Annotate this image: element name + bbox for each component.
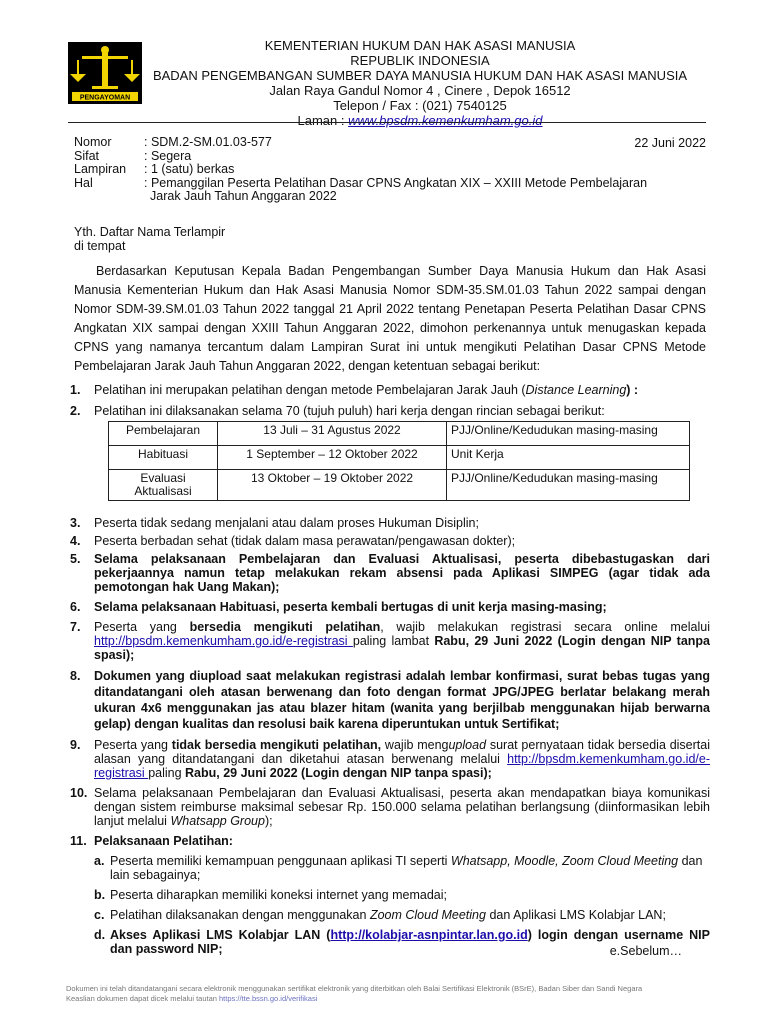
sifat-value: : Segera [144,148,192,163]
lampiran-label: Lampiran [74,162,127,176]
letterhead [150,38,690,128]
addressee-line: Yth. Daftar Nama Terlampir [74,225,226,239]
schedule-table [108,421,690,501]
sub-item: c. Pelatihan dilaksanakan dengan menggunakan Zoom Cloud Meeting dan Aplikasi LMS Kolabjar LAN; [94,908,666,922]
table-row: Evaluasi Aktualisasi 13 Oktober – 19 Oktober 2022 PJJ/Online/Kedudukan masing-masing [109,470,690,501]
footer-verify: Keaslian dokumen dapat dicek melalui tautan https://tte.bssn.go.id/verifikasi [66,994,318,1003]
e-signature-footer [66,984,716,1004]
logo-emblem-icon [68,42,142,104]
header-divider [68,122,706,123]
list-item: 3. Peserta tidak sedang menjalani atau dalam proses Hukuman Disiplin; [70,516,479,530]
letter-date: 22 Juni 2022 [634,136,706,150]
addressee-place: di tempat [74,238,126,253]
hal-value-cont: Jarak Jauh Tahun Anggaran 2022 [150,189,337,203]
agency-name: BADAN PENGEMBANGAN SUMBER DAYA MANUSIA HUKUM DAN HAK ASASI MANUSIA [152,68,688,83]
country-name: REPUBLIK INDONESIA [350,53,490,68]
e-registrasi-link[interactable]: http://bpsdm.kemenkumham.go.id/e-registrasi [94,634,353,648]
sub-list [94,854,710,956]
list-item: 10. Selama pelaksanaan Pembelajaran dan Evaluasi Aktualisasi, peserta akan mendapatkan biaya komunikasi dengan sistem reimburse maksimal sebesar Rp. 150.000 selama pelatihan berlangsung (diinformasikan lebih lanjut melalui Whatsapp Group); [70,786,710,828]
website-line: Laman : www.bpsdm.kemenkumham.go.id [297,113,543,128]
hal-label: Hal [74,175,93,190]
table-row: Habituasi 1 September – 12 Oktober 2022 Unit Kerja [109,446,690,470]
sub-item: b. Peserta diharapkan memiliki koneksi internet yang memadai; [94,888,447,902]
nomor-value: : SDM.2-SM.01.03-577 [144,135,272,149]
nomor-label: Nomor [74,135,112,149]
list-item: 2. Pelatihan ini dilaksanakan selama 70 (tujuh puluh) hari kerja dengan rincian sebagai berikut: [70,404,605,418]
list-item: 9. Peserta yang tidak bersedia mengikuti pelatihan, wajib mengupload surat pernyataan tidak bersedia disertai alasan yang ditandatangani dan diketahui atasan berwenang melalui http://bpsdm.kemenkumham.go.id/e-registrasi paling Rabu, 29 Juni 2022 (Login dengan NIP tanpa spasi); [70,738,710,780]
kolabjar-link[interactable]: http://kolabjar-asnpintar.lan.go.id [330,928,528,942]
sub-item: a. Peserta memiliki kemampuan penggunaan aplikasi TI seperti Whatsapp, Moodle, Zoom Cloud Meeting dan lain sebagainya; [94,854,703,882]
website-link[interactable]: www.bpsdm.kemenkumham.go.id [348,113,543,128]
continuation-note: e.Sebelum… [609,944,682,958]
verification-link[interactable]: https://tte.bssn.go.id/verifikasi [219,994,318,1003]
e-registrasi-link-2[interactable]: http://bpsdm.kemenkumham.go.id/e-registrasi [94,752,710,780]
sub-item: d. Akses Aplikasi LMS Kolabjar LAN (http://kolabjar-asnpintar.lan.go.id) login dengan username NIP dan password NIP; [94,928,710,956]
provisions-list [70,516,710,956]
list-item: 6. Selama pelaksanaan Habituasi, peserta kembali bertugas di unit kerja masing-masing; [70,600,607,614]
logo-caption: PENGAYOMAN [79,94,131,102]
list-item: 1. Pelatihan ini merupakan pelatihan dengan metode Pembelajaran Jarak Jauh (Distance Learning) : [70,383,639,397]
provisions-list-top [70,383,710,501]
phone: Telepon / Fax : (021) 7540125 [333,98,507,113]
letter-meta [74,136,704,204]
ministry-logo [68,42,142,104]
list-item: 4. Peserta berbadan sehat (tidak dalam masa perawatan/pengawasan dokter); [70,534,516,548]
sifat-label: Sifat [74,148,100,163]
hal-value: : Pemanggilan Peserta Pelatihan Dasar CPNS Angkatan XIX – XXIII Metode Pembelajaran [144,175,648,190]
list-item: 7. Peserta yang bersedia mengikuti pelatihan, wajib melakukan registrasi secara online melalui http://bpsdm.kemenkumham.go.id/e-registrasi paling lambat Rabu, 29 Juni 2022 (Login dengan NIP tanpa spasi); [70,620,711,662]
addressee [74,226,225,253]
address: Jalan Raya Gandul Nomor 4 , Cinere , Depok 16512 [269,83,571,98]
table-row: Pembelajaran 13 Juli – 31 Agustus 2022 PJJ/Online/Kedudukan masing-masing [109,422,690,446]
footer-notice: Dokumen ini telah ditandatangani secara elektronik menggunakan sertifikat elektronik yang diterbitkan oleh Balai Sertifikasi Elektronik (BSrE), Badan Siber dan Sandi Negara [66,984,643,993]
list-item: 8. Dokumen yang diupload saat melakukan registrasi adalah lembar konfirmasi, surat bebas tugas yang ditandatangani oleh atasan berwenang dan foto dengan format JPG/JPEG berlatar belakang merah ukuran 4x6 menggunakan jas atau blazer hitam (wanita yang berjilbab menggunakan hijab berwarna gelap) dengan kualitas dan resolusi baik karena diperuntukan untuk Sertifikat; [70,669,710,731]
intro-paragraph: Berdasarkan Keputusan Kepala Badan Pengembangan Sumber Daya Manusia Hukum dan Hak Asasi Manusia Kementerian Hukum dan Hak Asasi Manusia Nomor SDM-35.SM.01.03 Tahun 2022 sampai dengan Nomor SDM-39.SM.01.03 Tahun 2022 tanggal 21 April 2022 tentang Penetapan Peserta Pelatihan Dasar CPNS Angkatan XIX sampai dengan XXIII Tahun Anggaran 2022, dimohon perkenannya untuk menugaskan kepada CPNS yang namanya tercantum dalam Lampiran Surat ini untuk mengikuti Pelatihan Dasar CPNS Metode Pembelajaran Jarak Jauh Tahun Anggaran 2022, dengan ketentuan sebagai berikut: [74,264,706,373]
ministry-name: KEMENTERIAN HUKUM DAN HAK ASASI MANUSIA [264,38,576,53]
lampiran-value: : 1 (satu) berkas [144,162,235,176]
list-item: 5. Selama pelaksanaan Pembelajaran dan Evaluasi Aktualisasi, peserta dibebastugaskan dari pekerjaannya namun tetap melakukan rekam absensi pada Aplikasi SIMPEG (agar tidak ada pemotongan hak Uang Makan); [70,552,710,594]
list-item: 11. Pelaksanaan Pelatihan: [70,834,233,848]
